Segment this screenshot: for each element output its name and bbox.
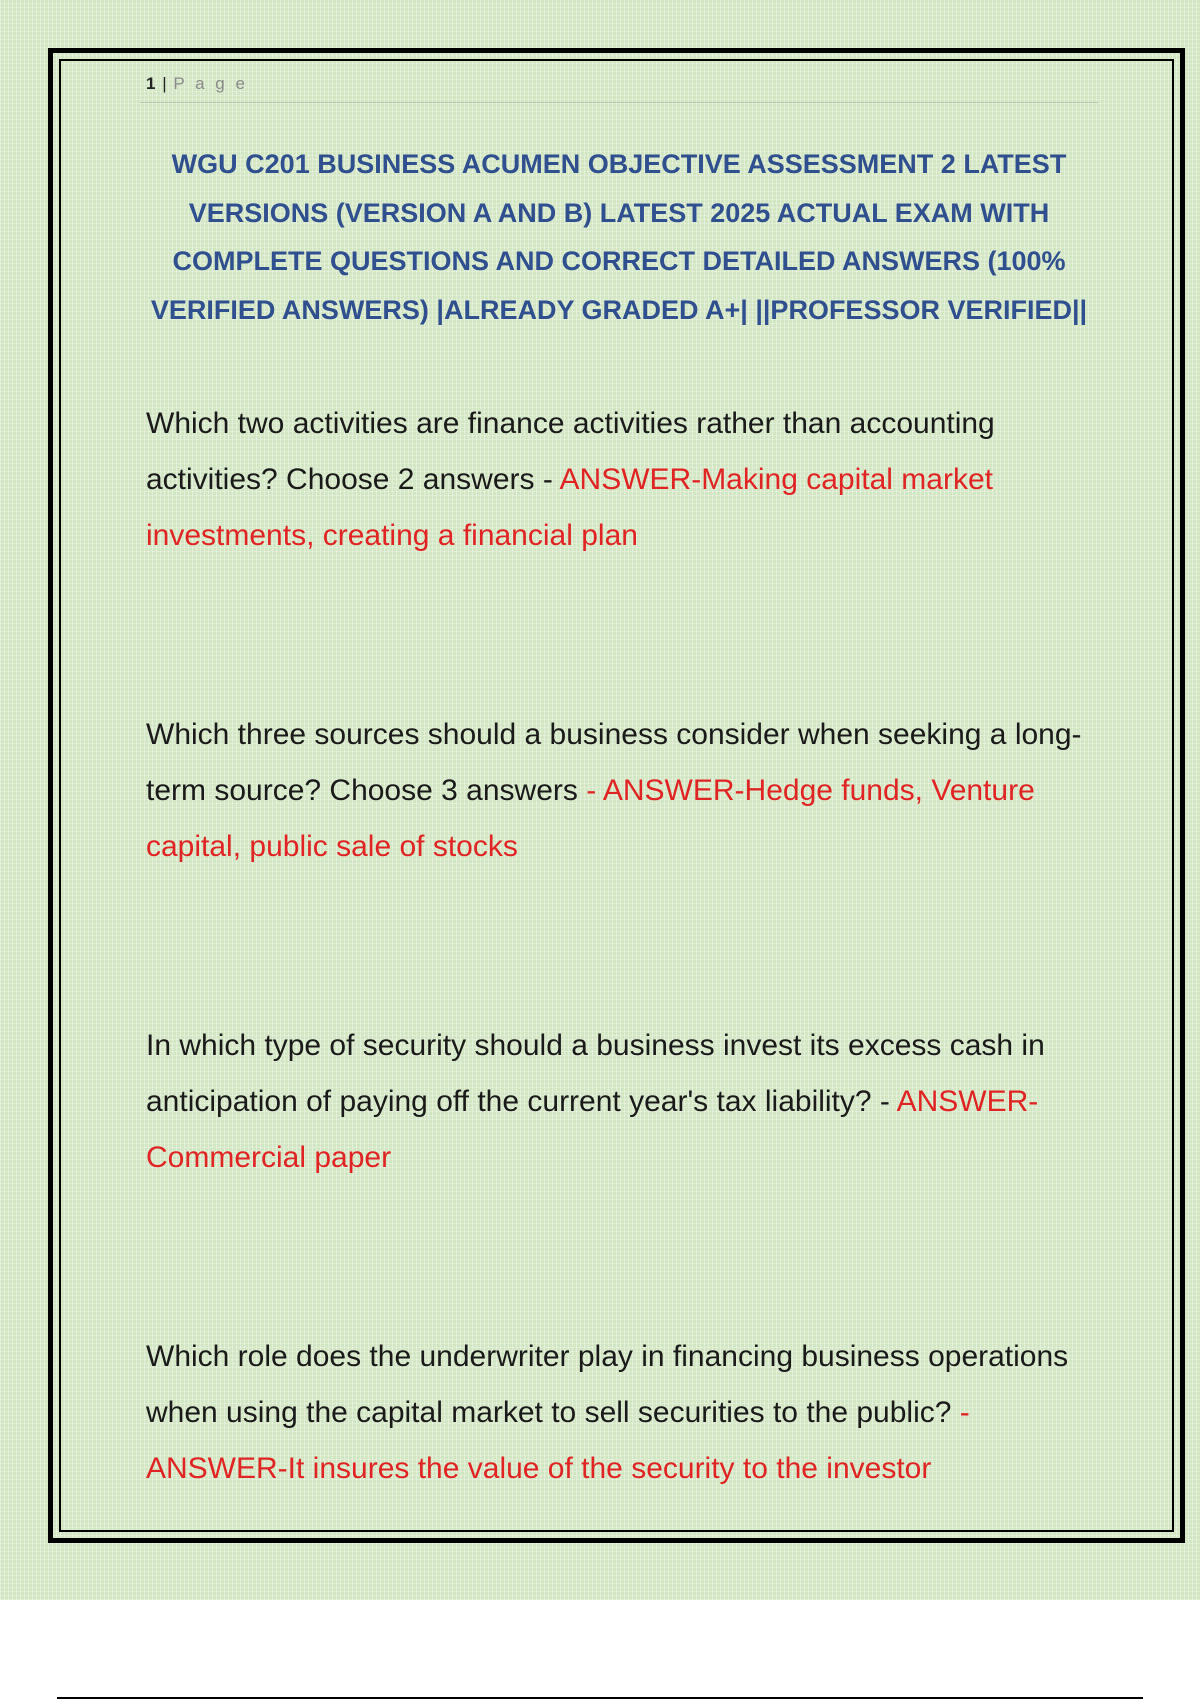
- qa-item-1: [146, 396, 1086, 564]
- answer-text: - ANSWER-Hedge funds, Venture capital, public sale of stocks: [146, 774, 1035, 863]
- answer-text: - ANSWER-It insures the value of the security to the investor: [146, 1396, 970, 1485]
- qa-list: [146, 396, 1086, 1640]
- page-number-header: [146, 74, 248, 94]
- page-number: 1: [146, 74, 157, 93]
- page-number-separator: |: [162, 74, 168, 93]
- qa-item-4: [146, 1329, 1086, 1497]
- qa-item-2: [146, 707, 1086, 875]
- question-text: Which role does the underwriter play in financing business operations when using the capital market to sell securities to the public?: [146, 1340, 1069, 1429]
- footer-divider: [57, 1697, 1143, 1699]
- page-label: P a g e: [173, 74, 248, 93]
- answer-text: ANSWER-Making capital market investments, creating a financial plan: [146, 463, 993, 552]
- qa-item-3: [146, 1018, 1086, 1186]
- answer-text: ANSWER-Commercial paper: [146, 1085, 1039, 1174]
- question-text: In which type of security should a business invest its excess cash in anticipation of paying off the current year's tax liability? -: [146, 1029, 1045, 1118]
- question-text: Which three sources should a business consider when seeking a long-term source? Choose 3 answers: [146, 718, 1082, 807]
- question-text: Which two activities are finance activities rather than accounting activities? Choose 2 answers -: [146, 407, 995, 496]
- header-divider: [140, 102, 1098, 103]
- document-title: WGU C201 BUSINESS ACUMEN OBJECTIVE ASSESSMENT 2 LATEST VERSIONS (VERSION A AND B) LATEST 2025 ACTUAL EXAM WITH COMPLETE QUESTIONS AND CORRECT DETAILED ANSWERS (100% VERIFIED ANSWERS) |ALREADY GRADED A+| ||PROFESSOR VERIFIED||: [150, 149, 1088, 325]
